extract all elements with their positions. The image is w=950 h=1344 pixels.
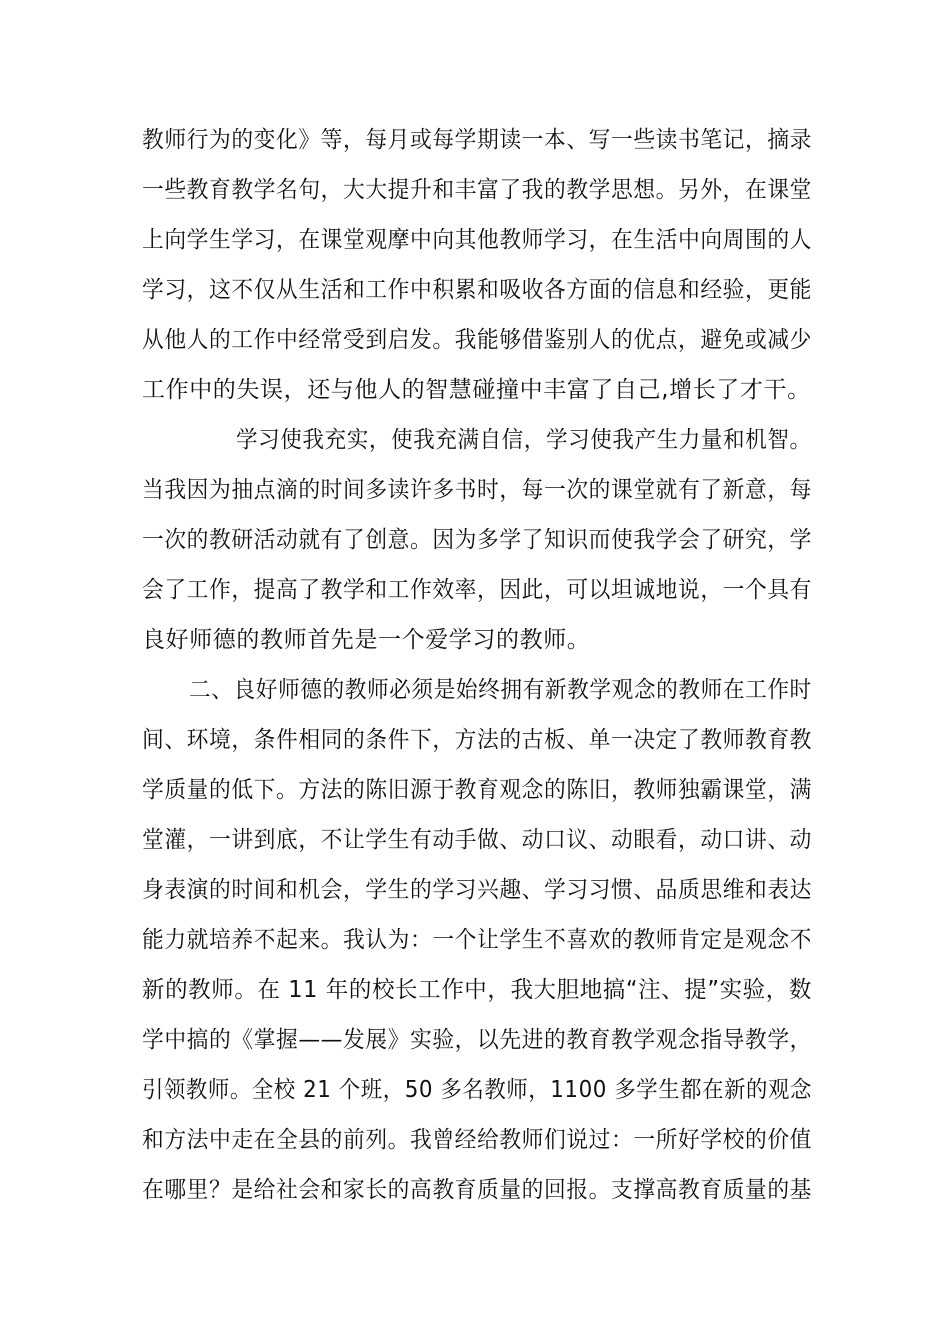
text-line: 学质量的低下。方法的陈旧源于教育观念的陈旧，教师独霸课堂，满 [142,777,812,803]
text-line: 良好师德的教师首先是一个爱学习的教师。 [142,627,591,653]
text-line: 身表演的时间和机会，学生的学习兴趣、学习习惯、品质思维和表达 [142,877,812,903]
text-line: 学习使我充实，使我充满自信，学习使我产生力量和机智。 [236,427,812,453]
text-line: 二、良好师德的教师必须是始终拥有新教学观念的教师在工作时 [189,677,812,703]
text-line: 从他人的工作中经常受到启发。我能够借鉴别人的优点，避免或减少 [142,327,812,353]
text-line: 引领教师。全校 21 个班，50 多名教师，1100 多学生都在新的观念 [142,1077,812,1103]
text-line: 上向学生学习，在课堂观摩中向其他教师学习，在生活中向周围的人 [142,227,812,253]
text-line: 间、环境，条件相同的条件下，方法的古板、单一决定了教师教育教 [142,727,812,753]
text-line: 和方法中走在全县的前列。我曾经给教师们说过：一所好学校的价值 [142,1127,812,1153]
text-line: 在哪里？是给社会和家长的高教育质量的回报。支撑高教育质量的基 [142,1177,812,1203]
text-line: 新的教师。在 11 年的校长工作中，我大胆地搞“注、提”实验，数 [142,977,812,1003]
text-line: 一次的教研活动就有了创意。因为多学了知识而使我学会了研究，学 [142,527,812,553]
text-line: 学中搞的《掌握——发展》实验，以先进的教育教学观念指导教学， [142,1027,812,1053]
text-line: 工作中的失误，还与他人的智慧碰撞中丰富了自己,增长了才干。 [142,377,811,403]
text-line: 学习，这不仅从生活和工作中积累和吸收各方面的信息和经验，更能 [142,277,812,303]
text-line: 一些教育教学名句，大大提升和丰富了我的教学思想。另外，在课堂 [142,177,812,203]
text-line: 能力就培养不起来。我认为：一个让学生不喜欢的教师肯定是观念不 [142,927,812,953]
text-line: 教师行为的变化》等，每月或每学期读一本、写一些读书笔记，摘录 [142,127,812,153]
text-line: 堂灌，一讲到底，不让学生有动手做、动口议、动眼看，动口讲、动 [142,827,812,853]
text-line: 会了工作，提高了教学和工作效率，因此，可以坦诚地说，一个具有 [142,577,812,603]
text-line: 当我因为抽点滴的时间多读许多书时，每一次的课堂就有了新意，每 [142,477,812,503]
